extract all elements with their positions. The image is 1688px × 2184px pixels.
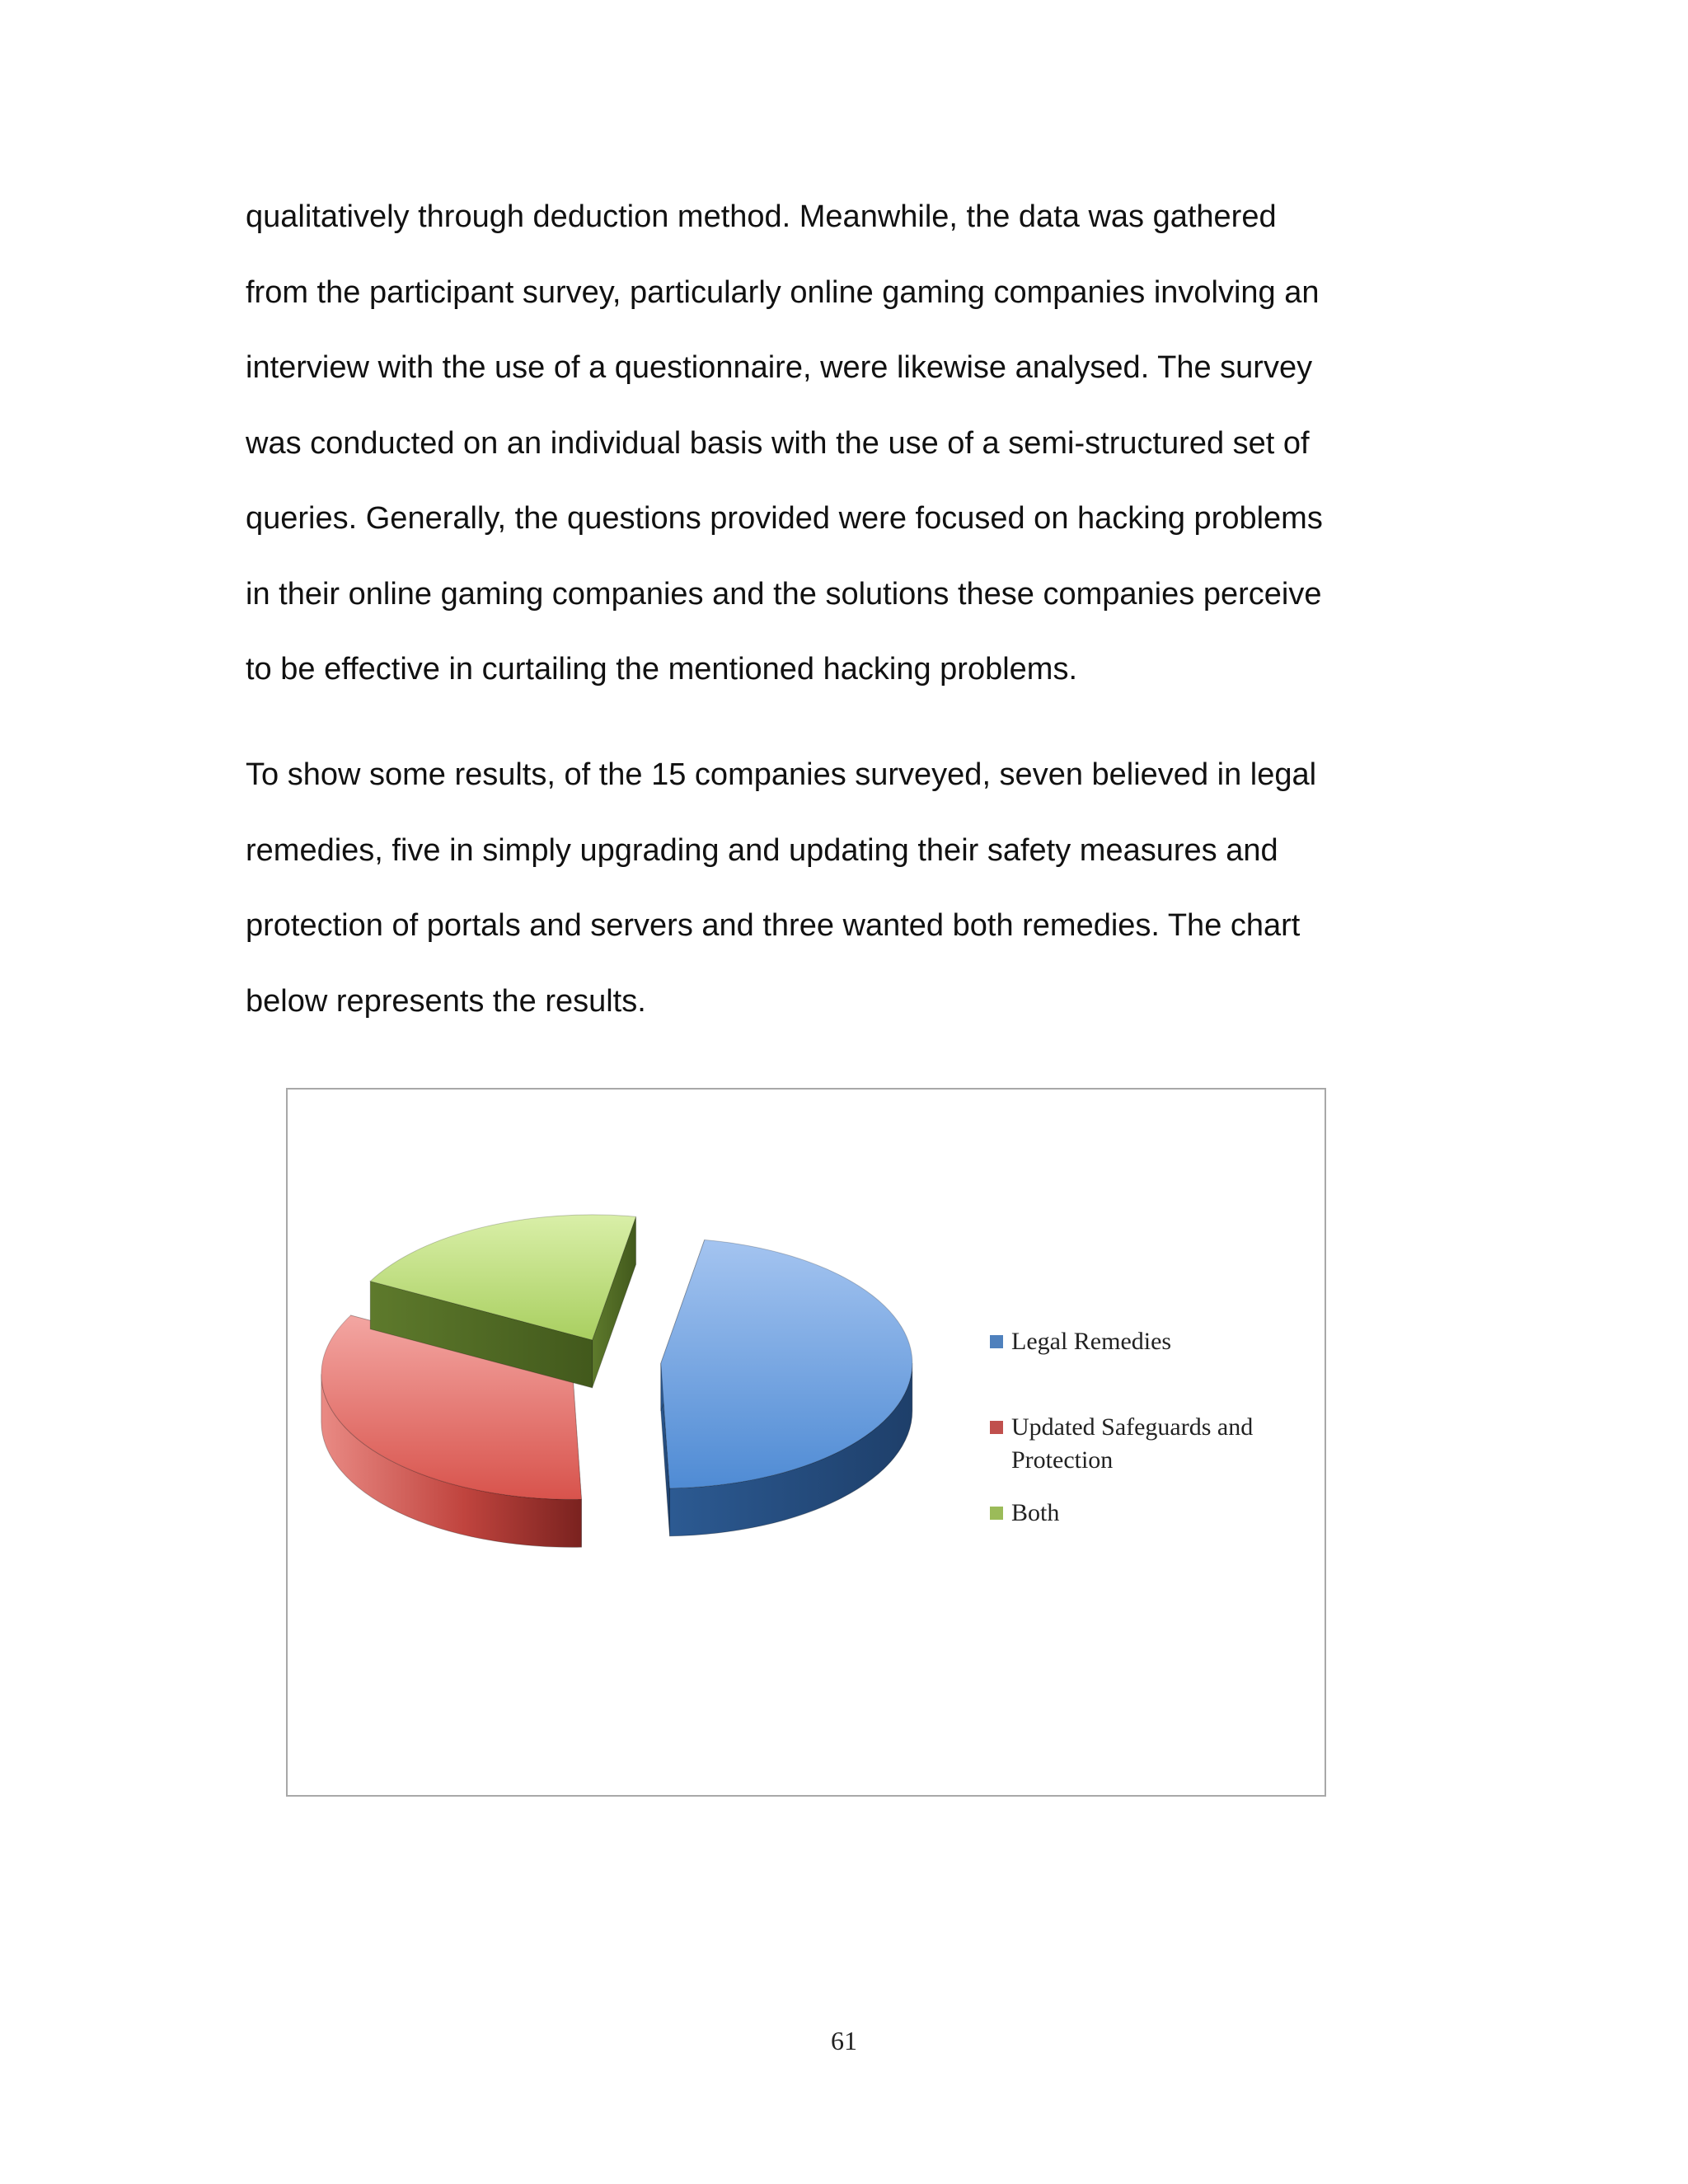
legend-label: Both — [1011, 1499, 1060, 1526]
paragraph-1 — [246, 180, 1432, 708]
paragraph-line: to be effective in curtailing the mentioned hacking problems. — [246, 652, 1078, 687]
paragraph-line: interview with the use of a questionnaire, were likewise analysed. The survey — [246, 350, 1313, 385]
legend-swatch-both — [990, 1507, 1003, 1520]
paragraph-line: qualitatively through deduction method. Meanwhile, the data was gathered — [246, 199, 1277, 234]
legend-swatch-updated-safeguards — [990, 1421, 1003, 1434]
paragraph-line: queries. Generally, the questions provided were focused on hacking problems — [246, 501, 1323, 536]
paragraph-line: was conducted on an individual basis with the use of a semi-structured set of — [246, 425, 1310, 461]
paragraph-line: remedies, five in simply upgrading and updating their safety measures and — [246, 832, 1278, 868]
legend-swatch-legal-remedies — [990, 1335, 1003, 1348]
legend-label: Updated Safeguards and Protection — [1011, 1413, 1254, 1474]
paragraph-line: To show some results, of the 15 companies surveyed, seven believed in legal — [246, 757, 1317, 792]
paragraph-2 — [246, 738, 1432, 1039]
paragraph-line: in their online gaming companies and the solutions these companies perceive — [246, 576, 1322, 612]
paragraph-line: protection of portals and servers and three wanted both remedies. The chart — [246, 908, 1301, 943]
paragraph-line: below represents the results. — [246, 983, 646, 1019]
paragraph-line: from the participant survey, particularly online gaming companies involving an — [246, 274, 1320, 310]
pie-chart — [286, 1088, 1326, 1797]
pie-slice-legal-remedies — [661, 1240, 912, 1536]
legend-label: Legal Remedies — [1011, 1328, 1172, 1355]
page-number: 61 — [831, 2026, 857, 2055]
